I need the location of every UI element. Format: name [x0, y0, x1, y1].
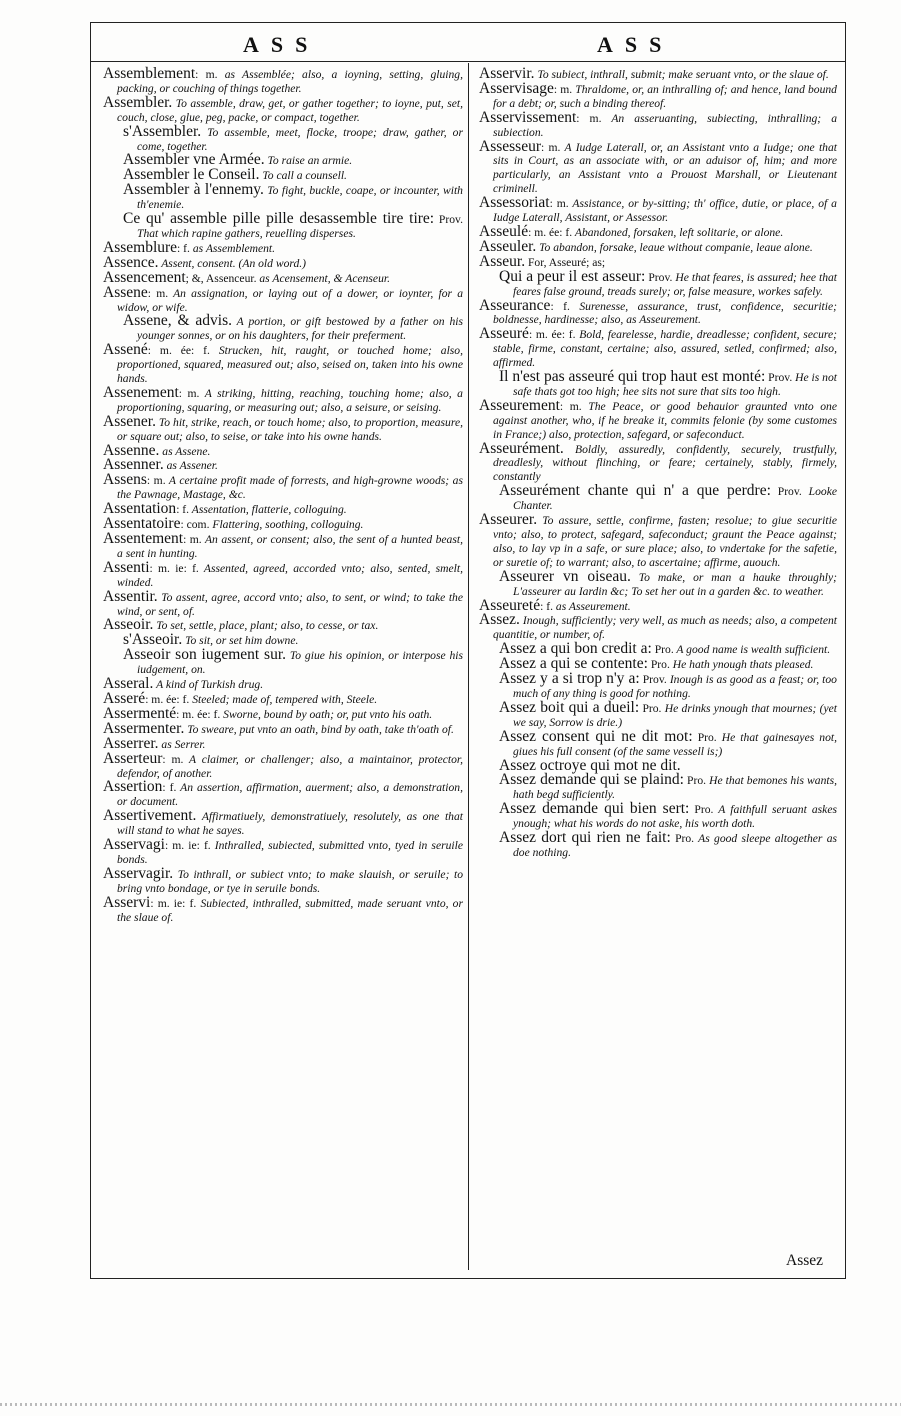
dictionary-entry: [479, 698, 837, 730]
entry-definition: To assent, agree, accord vnto; also, to sent, or wind; to take the wind, or sent, of.: [117, 590, 463, 618]
entry-headword: Assens: [103, 471, 147, 489]
dictionary-entry: [479, 267, 838, 299]
entry-grammar: Prov.: [765, 371, 793, 385]
dictionary-entry: [103, 93, 463, 125]
entry-definition: Thraldome, or, an inthralling of; and hence, land bound for a debt; or, such a binding thereof.: [493, 82, 837, 110]
entry-definition: To sit, or set him downe.: [182, 634, 299, 648]
entry-definition: Inough is as good as a feast; or, too much of any thing is good for nothing.: [513, 673, 837, 700]
entry-headword: Assener.: [103, 412, 156, 430]
entry-definition: A certaine profit made of forrests, and high-growne woods; as the Pawnage, Mastage, &c.: [117, 474, 463, 502]
entry-definition: An assignation, or laying out of a dower, or ioynter, for a widow, or wife.: [117, 286, 463, 314]
entry-definition: To giue his opinion, or interpose his iudgement, on.: [137, 649, 463, 677]
entry-headword: Assembler le Conseil.: [123, 166, 260, 184]
entry-headword: Assené: [103, 341, 148, 359]
entry-headword: Asservagi: [103, 836, 165, 854]
entry-grammar: : m. ée: f.: [528, 225, 573, 239]
entry-grammar: : m.: [146, 474, 166, 488]
dictionary-entry: [103, 780, 463, 809]
entry-headword: Asserrer.: [103, 734, 159, 752]
dictionary-entry: [103, 343, 463, 386]
entry-grammar: Pro.: [692, 730, 717, 744]
entry-grammar: : f.: [176, 503, 190, 517]
entry-headword: Asseurer vn oiseau.: [499, 567, 631, 585]
entry-headword: Asseoir son iugement sur.: [123, 646, 287, 664]
entry-headword: Assez octroye qui mot ne dit.: [499, 756, 681, 774]
entry-definition: He hath ynough thats pleased.: [669, 658, 814, 672]
entry-grammar: ; &, Assenceur.: [185, 271, 257, 285]
entry-headword: Assez demande qui bien sert:: [499, 800, 690, 818]
entry-definition: He is not safe thats got too high; hee sits not sure that sits too high.: [513, 371, 837, 398]
entry-definition: To abandon, forsake, leaue without companie, leaue alone.: [536, 240, 813, 254]
entry-definition: Assent, consent. (An old word.): [158, 256, 307, 270]
entry-definition: An assertion, affirmation, auerment; also, a demonstration, or document.: [117, 781, 463, 809]
entry-headword: Assenne.: [103, 441, 160, 459]
entry-grammar: : m. ie: f.: [149, 561, 199, 575]
entry-headword: Qui a peur il est asseur:: [499, 267, 646, 285]
entry-headword: Assez a qui se contente:: [499, 655, 648, 673]
page-frame: [90, 22, 846, 1279]
entry-grammar: : m. ie: f.: [165, 839, 211, 853]
dictionary-entry: [479, 831, 837, 860]
entry-headword: Asseuler.: [479, 237, 537, 255]
entry-definition: To assemble, meet, flocke, troope; draw, gather, or come, together.: [137, 125, 463, 153]
entry-headword: Assenti: [103, 558, 150, 576]
entry-definition: A portion, or gift bestowed by a father on his younger sonnes, or on his daughters, for their preferment.: [137, 315, 463, 343]
dictionary-entry: [479, 613, 837, 642]
entry-headword: Assesseur: [479, 137, 541, 155]
dictionary-entry: [103, 532, 463, 561]
entry-headword: Asseré: [103, 689, 146, 707]
dictionary-entry: [103, 412, 463, 444]
dictionary-entry: [103, 677, 463, 692]
entry-grammar: : m.: [178, 386, 200, 400]
entry-headword: Il n'est pas asseuré qui trop haut est monté:: [499, 368, 766, 386]
entry-definition: Assistance, or by-sitting; th' office, dutie, or place, of a Iudge Laterall, Assistant, or Assessor.: [493, 197, 837, 225]
entry-definition: To hit, strike, reach, or touch home; also, to proportion, measure, or square out; also, to seise, or take into his owne hands.: [117, 415, 463, 443]
dictionary-entry: [479, 296, 837, 328]
entry-grammar: : f.: [540, 599, 554, 613]
dictionary-entry: [479, 596, 837, 614]
entry-definition: To fight, buckle, coape, or incounter, with th'enemie.: [137, 184, 463, 212]
entry-headword: Assertivement.: [103, 807, 197, 825]
entry-grammar: Prov.: [645, 270, 673, 284]
entry-definition: To call a counsell.: [259, 169, 347, 183]
dictionary-entry: [103, 67, 463, 96]
entry-definition: That which rapine gathers, reuelling disperses.: [137, 226, 356, 240]
entry-definition: as Assemblée; also, a ioyning, setting, gluing, packing, or couching of things together.: [117, 68, 463, 95]
entry-headword: Assez y a si trop n'y a:: [499, 670, 640, 688]
entry-grammar: Pro.: [647, 658, 670, 672]
entry-definition: A striking, hitting, reaching, touching home; also, a proportioning, squaring, or measuring out; also, a seisure, or seising.: [117, 386, 463, 414]
entry-headword: Assentement: [103, 530, 184, 547]
dictionary-entry: [103, 383, 463, 415]
entry-definition: To set, settle, place, plant; also, to cesse, or tax.: [153, 619, 379, 633]
entry-headword: Asservagir.: [103, 864, 174, 882]
entry-grammar: Pro.: [651, 643, 674, 657]
entry-grammar: For, Asseuré; as;: [525, 255, 606, 269]
dictionary-entry: [103, 283, 463, 315]
entry-headword: Assencement: [103, 268, 186, 286]
entry-definition: An assent, or consent; also, the sent of a hunted beast, a sent in hunting.: [117, 533, 463, 560]
entry-definition: Inough, sufficiently; very well, as much as needs; also, a competent quantitie, or number, of.: [493, 614, 837, 642]
entry-definition: To sweare, put vnto an oath, bind by oath, take th'oath of.: [184, 722, 454, 736]
dictionary-entry: [103, 458, 463, 473]
right-column: [479, 67, 837, 860]
entry-headword: Assemblure: [103, 238, 178, 256]
entry-grammar: : m.: [541, 140, 561, 154]
entry-definition: To make, or man a hauke throughly; L'asseurer au Iardin &c; To set her out in a garden &c. to weather.: [513, 570, 837, 598]
entry-headword: Assessoriat: [479, 194, 550, 212]
entry-headword: Asseuré: [479, 325, 529, 343]
entry-grammar: : m. ie: f.: [150, 896, 197, 910]
dictionary-entry: [103, 558, 463, 590]
entry-definition: Affirmatiuely, demonstratiuely, resolutely, as one that will stand to what he sayes.: [117, 810, 463, 838]
entry-headword: Assentatoire: [103, 515, 181, 533]
entry-headword: Asseur.: [479, 252, 526, 270]
entry-grammar: : m. ée: f.: [528, 328, 576, 342]
entry-grammar: : m. ée: f.: [145, 692, 190, 706]
entry-grammar: Pro.: [689, 803, 714, 817]
entry-headword: Assembler.: [103, 93, 173, 111]
entry-grammar: : m.: [183, 533, 202, 546]
entry-grammar: Prov.: [639, 673, 667, 687]
dictionary-entry: [479, 327, 837, 370]
dictionary-entry: [479, 727, 837, 759]
entry-headword: Assez.: [479, 611, 520, 629]
entry-grammar: Pro.: [683, 774, 707, 788]
entry-headword: Assenner.: [103, 456, 164, 474]
entry-grammar: Pro.: [670, 832, 695, 846]
dictionary-entry: [103, 864, 463, 896]
entry-definition: as Assene.: [159, 444, 211, 458]
entry-definition: Subiected, inthralled, submitted, made seruant vnto, or the slaue of.: [117, 896, 463, 924]
entry-headword: Assene: [103, 283, 148, 301]
dictionary-entry: [103, 893, 463, 925]
entry-headword: Asservir.: [479, 65, 535, 82]
dictionary-entry: [103, 473, 463, 502]
entry-headword: s'Asseoir.: [123, 631, 183, 649]
entry-definition: He that bemones his wants, hath begd sufficiently.: [513, 774, 837, 802]
entry-grammar: : m.: [553, 82, 573, 96]
entry-definition: as Assemblement.: [189, 241, 276, 255]
entry-definition: Sworne, bound by oath; or, put vnto his oath.: [220, 707, 433, 721]
entry-headword: s'Assembler.: [123, 122, 202, 140]
catchword: Assez: [786, 1252, 824, 1269]
entry-definition: As good sleepe altogether as doe nothing.: [513, 832, 837, 859]
entry-headword: Asservisage: [479, 79, 554, 97]
dictionary-entry: [479, 79, 837, 111]
entry-grammar: : m. ée: f.: [147, 344, 210, 358]
entry-headword: Assentation: [103, 500, 177, 518]
entry-definition: as Serrer.: [158, 737, 206, 751]
entry-definition: as Acensement, & Acenseur.: [256, 271, 390, 285]
entry-grammar: : m.: [147, 286, 169, 300]
entry-grammar: : f.: [177, 241, 190, 255]
running-header: [91, 23, 845, 62]
entry-definition: An asseruanting, subiecting, inthralling; a subiection.: [493, 111, 837, 139]
entry-definition: A faithfull seruant askes ynough; what his words do not aske, his worth doth.: [513, 803, 837, 831]
entry-definition: A kind of Turkish drug.: [153, 678, 264, 692]
entry-definition: To raise an armie.: [264, 154, 353, 168]
entry-headword: Asseurément chante qui n' a que perdre:: [499, 482, 771, 500]
entry-headword: Asseurance: [479, 296, 551, 314]
dictionary-entry: [479, 802, 837, 831]
entry-headword: Asseurément.: [479, 439, 564, 457]
entry-headword: Ce qu' assemble pille pille desassemble tire tire:: [123, 210, 435, 228]
entry-grammar: : m.: [549, 197, 569, 211]
entry-definition: A good name is wealth sufficient.: [673, 643, 831, 657]
entry-grammar: : m. ée: f.: [176, 707, 221, 721]
entry-grammar: : m.: [162, 752, 184, 766]
entry-definition: Boldly, assuredly, confidently, securely, trustfully, dreadlesly, without flinching, or feare; certainely, stably, firmely, constantly: [493, 442, 837, 484]
entry-definition: To assemble, draw, get, or gather together; to ioyne, put, set, couch, close, glue, peg, packe, or compact, together.: [117, 96, 463, 124]
entry-definition: Assented, agreed, accorded vnto; also, sented, smelt, winded.: [117, 561, 463, 589]
entry-headword: Assez demande qui se plaind:: [499, 771, 684, 789]
entry-headword: Assez dort qui rien ne fait:: [499, 829, 671, 847]
entry-definition: as Asseurement.: [553, 599, 631, 613]
dictionary-entry: [479, 567, 837, 599]
entry-definition: Bold, fearelesse, hardie, dreadlesse; confident, secure; stable, firme, constant, certaine; also, assured, setled, confirmed; also, affirmed.: [493, 328, 837, 370]
entry-definition: Strucken, hit, raught, or touched home; also, proportioned, squared, measured out; also, seised on, taken into his owne hands.: [117, 344, 463, 386]
dictionary-entry: [479, 196, 837, 225]
entry-definition: He that feares, is assured; hee that feares false ground, treads surely; or, false measure, workes safely.: [513, 270, 838, 298]
dictionary-entry: [103, 122, 463, 154]
entry-grammar: : com.: [180, 518, 210, 532]
entry-definition: Abandoned, forsaken, left solitarie, or alone.: [572, 225, 784, 239]
entry-grammar: : f.: [550, 299, 570, 313]
entry-grammar: Prov.: [770, 485, 802, 499]
entry-definition: The Peace, or good behauior graunted vnto one against another, who, if he breake it, commits felonie (by some customes in France;) also, protection, safegard, or safeconduct.: [493, 399, 837, 441]
entry-headword: Asseulé: [479, 222, 529, 240]
dictionary-entry: [479, 513, 837, 570]
entry-headword: Asseral.: [103, 675, 154, 693]
dictionary-entry: [479, 137, 837, 197]
dictionary-entry: [479, 396, 837, 442]
entry-headword: Assez consent qui ne dit mot:: [499, 727, 693, 745]
entry-definition: Inthralled, subiected, submitted vnto, tyed in seruile bonds.: [117, 839, 463, 866]
entry-definition: as Assener.: [163, 459, 218, 473]
entry-headword: Asseurer.: [479, 511, 538, 529]
entry-headword: Assembler à l'ennemy.: [123, 181, 264, 199]
entry-headword: Assene, & advis.: [123, 312, 233, 330]
entry-definition: A Iudge Laterall, or, an Assistant vnto a Iudge; one that sits in Court, as an associate with, or an aduisor of, him; and more particularly, an Assistant vnto a Prouost Marshall, or Lieutenant criminell.: [493, 140, 837, 196]
column-divider: [468, 63, 469, 1270]
entry-grammar: Prov.: [434, 213, 463, 227]
entry-headword: Asseoir.: [103, 616, 154, 634]
entry-headword: Asseureté: [479, 596, 541, 614]
dictionary-entry: [103, 212, 463, 241]
entry-definition: To subiect, inthrall, submit; make seruant vnto, or the slaue of.: [534, 68, 829, 81]
entry-headword: Assez a qui bon credit a:: [499, 640, 652, 658]
entry-grammar: : m.: [576, 111, 602, 125]
entry-headword: Asserteur: [103, 749, 163, 767]
entry-definition: He drinks ynough that mournes; (yet we say, Sorrow is drie.): [513, 701, 837, 729]
entry-grammar: : m.: [195, 68, 218, 81]
dictionary-entry: [103, 648, 463, 677]
entry-definition: To assure, settle, confirme, fasten; resolue; to giue securitie vnto; also, to protect, safegard, safeconduct; graunt the Peace against; also, to lay vp in a safe, or sure place; also, to vndertake for the safetie, or suretie of; to warrant; also, to ascertaine; affirme, auouch.: [493, 514, 837, 569]
entry-headword: Assenement: [103, 383, 179, 401]
entry-headword: Asservissement: [479, 108, 577, 126]
header-right: ASS: [597, 32, 674, 57]
entry-headword: Assence.: [103, 253, 159, 271]
dictionary-entry: [479, 237, 837, 255]
entry-definition: He that gainesayes not, giues his full consent (of the same vessell is;): [513, 730, 837, 758]
entry-definition: Flattering, soothing, colloguing.: [209, 518, 364, 532]
entry-headword: Asservi: [103, 893, 151, 911]
dictionary-entry: [479, 370, 837, 399]
entry-headword: Assez boit qui a dueil:: [499, 698, 640, 716]
dictionary-entry: [479, 439, 837, 485]
entry-definition: A claimer, or challenger; also, a maintainor, protector, defendor, of another.: [117, 752, 464, 780]
dictionary-entry: [103, 268, 463, 286]
entry-headword: Assemblement: [103, 65, 196, 82]
entry-definition: Looke Chanter.: [513, 485, 838, 513]
entry-grammar: : m.: [559, 399, 582, 413]
header-left: ASS: [243, 32, 320, 57]
dictionary-entry: [103, 587, 463, 619]
dictionary-entry: [103, 749, 464, 781]
dictionary-entry: [103, 183, 463, 212]
dictionary-entry: [479, 672, 837, 701]
entry-definition: To inthrall, or subiect vnto; to make slauish, or seruile; to bring vnto bondage, or tye in seruile bonds.: [117, 867, 463, 895]
entry-headword: Assertion: [103, 778, 163, 796]
entry-grammar: : f.: [162, 781, 177, 795]
left-column: [103, 67, 463, 924]
entry-headword: Assembler vne Armée.: [123, 151, 265, 169]
entry-headword: Asseurement: [479, 396, 560, 414]
entry-headword: Assermenté: [103, 704, 177, 722]
entry-headword: Assentir.: [103, 587, 158, 605]
dictionary-entry: [479, 108, 837, 140]
dictionary-entry: [479, 773, 837, 802]
scan-edge: [0, 1403, 901, 1406]
dictionary-entry: [103, 314, 463, 343]
entry-definition: Steeled; made of, tempered with, Steele.: [189, 692, 378, 706]
dictionary-entry: [103, 838, 463, 867]
entry-definition: Assentation, flatterie, colloguing.: [189, 503, 347, 517]
entry-headword: Assermenter.: [103, 719, 185, 737]
dictionary-entry: [479, 484, 837, 513]
entry-grammar: Pro.: [639, 701, 662, 715]
entry-definition: Surenesse, assurance, trust, confidence, securitie; boldnesse, hardinesse; also, as Asseurement.: [493, 299, 837, 327]
dictionary-entry: [103, 809, 463, 838]
